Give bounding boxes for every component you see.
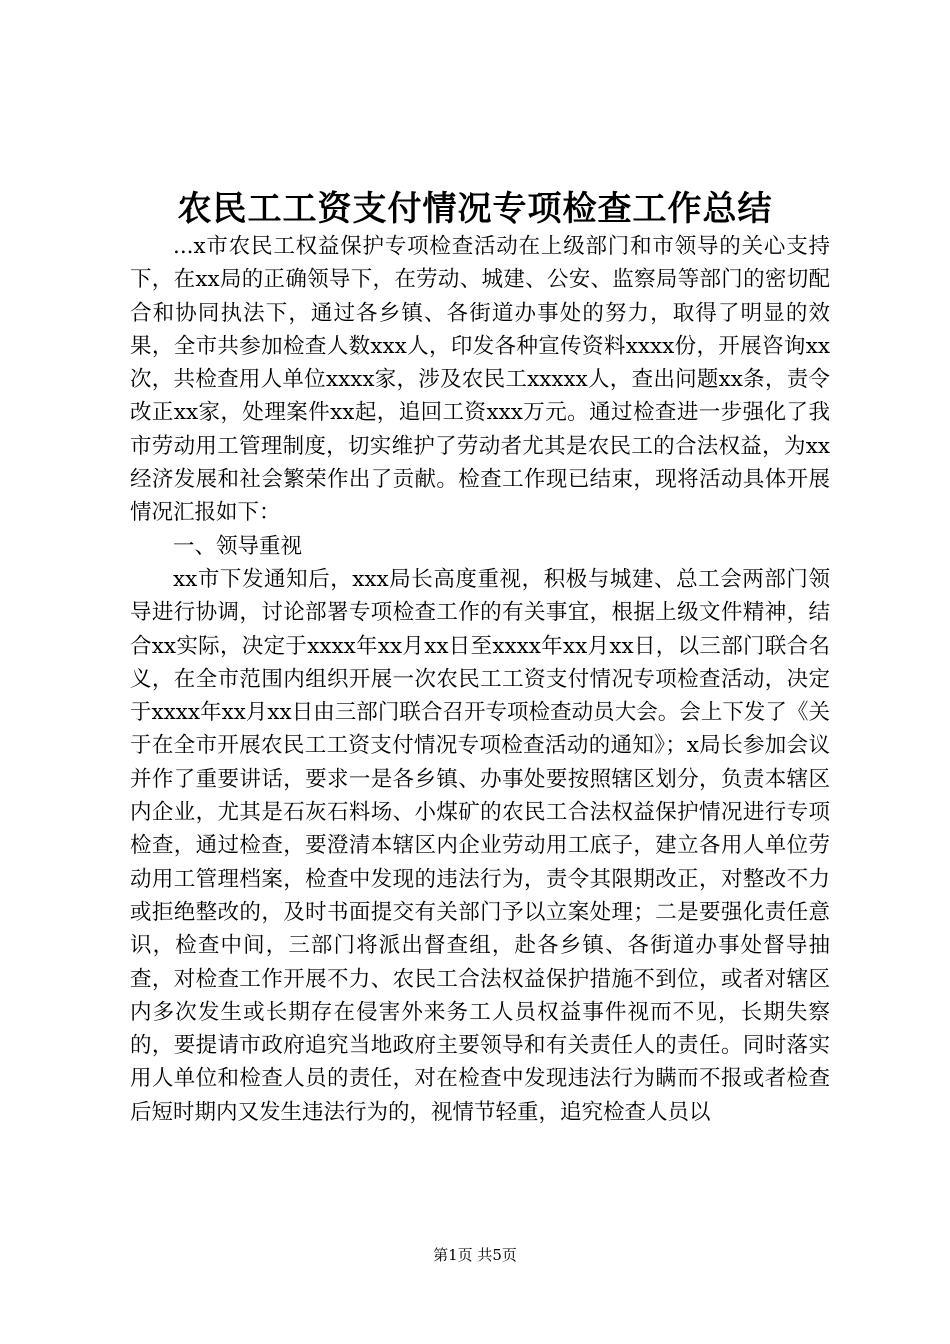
document-body (130, 230, 830, 1129)
paragraph-intro: ...x市农民工权益保护专项检查活动在上级部门和市领导的关心支持下，在xx局的正确领导下，在劳动、城建、公安、监察局等部门的密切配合和协同执法下，通过各乡镇、各街道办事处的努力，取得了明显的效果，全市共参加检查人数xxx人，印发各种宣传资料xxxx份，开展咨询xx次，共检查用人单位xxxx家，涉及农民工xxxxx人，查出问题xx条，责令改正xx家，处理案件xx起，追回工资xxx万元。通过检查进一步强化了我市劳动用工管理制度，切实维护了劳动者尤其是农民工的合法权益，为xx经济发展和社会繁荣作出了贡献。检查工作现已结束，现将活动具体开展情况汇报如下： (130, 234, 830, 526)
section-heading-leadership: 一、领导重视 (173, 533, 303, 559)
page-footer: 第1页 共5页 (433, 1246, 517, 1264)
document-title: 农民工工资支付情况专项检查工作总结 (177, 189, 773, 229)
paragraph-leadership: xx市下发通知后，xxx局长高度重视，积极与城建、总工会两部门领导进行协调，讨论部署专项检查工作的有关事宜，根据上级文件精神，结合xx实际，决定于xxxx年xx月xx日至xxxx年xx月xx日，以三部门联合名义，在全市范围内组织开展一次农民工工资支付情况专项检查活动，决定于xxxx年xx月xx日由三部门联合召开专项检查动员大会。会上下发了《关于在全市开展农民工工资支付情况专项检查活动的通知》；x局长参加会议并作了重要讲话，要求一是各乡镇、办事处要按照辖区划分，负责本辖区内企业，尤其是石灰石料场、小煤矿的农民工合法权益保护情况进行专项检查，通过检查，要澄清本辖区内企业劳动用工底子，建立各用人单位劳动用工管理档案，检查中发现的违法行为，责令其限期改正，对整改不力或拒绝整改的，及时书面提交有关部门予以立案处理；二是要强化责任意识，检查中间，三部门将派出督查组，赴各乡镇、各街道办事处督导抽查，对检查工作开展不力、农民工合法权益保护措施不到位，或者对辖区内多次发生或长期存在侵害外来务工人员权益事件视而不见，长期失察的，要提请市政府追究当地政府主要领导和有关责任人的责任。同时落实用人单位和检查人员的责任，对在检查中发现违法行为瞒而不报或者检查后短时期内又发生违法行为的，视情节轻重，追究检查人员以 (130, 566, 830, 1125)
